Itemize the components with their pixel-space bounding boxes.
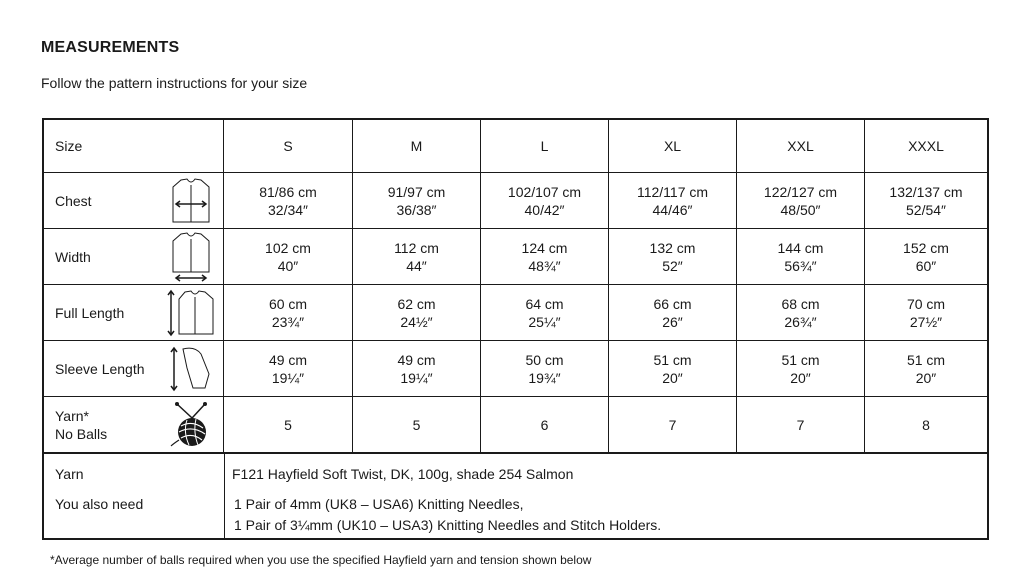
also-need-label: You also need	[55, 496, 144, 512]
yarn-balls-label: Yarn* No Balls	[44, 397, 224, 452]
full-length-m: 62 cm 24½″	[353, 285, 481, 340]
yarn-value: F121 Hayfield Soft Twist, DK, 100g, shade 254 Salmon	[232, 466, 574, 482]
balls-xxxl: 8	[922, 416, 930, 433]
size-xxxl: XXXL	[908, 138, 944, 154]
balls-s: 5	[224, 397, 353, 452]
sleeve-length-xxl: 51 cm 20″	[737, 341, 865, 396]
page-title: MEASUREMENTS	[41, 39, 180, 56]
width-label: Width	[44, 229, 224, 284]
sleeve-length-s: 49 cm 19¼″	[224, 341, 353, 396]
chest-xxl: 122/127 cm 48/50″	[737, 173, 865, 228]
sleeve-length-icon	[165, 344, 217, 394]
width-s: 102 cm 40″	[224, 229, 353, 284]
cardigan-chest-icon	[165, 176, 217, 226]
sleeve-length-label: Sleeve Length	[44, 341, 224, 396]
cardigan-width-icon	[165, 232, 217, 282]
footnote: *Average number of balls required when you use the specified Hayfield yarn and tension shown below	[50, 553, 592, 567]
size-l: L	[481, 120, 609, 172]
page-subtitle: Follow the pattern instructions for your size	[41, 75, 308, 91]
balls-m: 5	[353, 397, 481, 452]
width-xl: 132 cm 52″	[609, 229, 737, 284]
measurements-table	[42, 118, 989, 540]
size-xxl: XXL	[737, 120, 865, 172]
chest-label: Chest	[44, 173, 224, 228]
balls-l: 6	[481, 397, 609, 452]
needles-line-2: 1 Pair of 3¼mm (UK10 – USA3) Knitting Needles and Stitch Holders.	[234, 517, 662, 533]
sleeve-length-row	[44, 341, 987, 397]
width-row	[44, 229, 987, 285]
needles-line-1: 1 Pair of 4mm (UK8 – USA6) Knitting Needles,	[234, 496, 524, 512]
chest-s: 81/86 cm 32/34″	[224, 173, 353, 228]
chest-xl: 112/117 cm 44/46″	[609, 173, 737, 228]
width-xxxl: 152 cm 60″	[903, 239, 949, 274]
size-xl: XL	[609, 120, 737, 172]
materials-section	[44, 454, 987, 540]
yarn-balls-row	[44, 397, 987, 454]
chest-l: 102/107 cm 40/42″	[481, 173, 609, 228]
materials-divider	[224, 454, 225, 540]
width-m: 112 cm 44″	[353, 229, 481, 284]
full-length-xl: 66 cm 26″	[609, 285, 737, 340]
size-label: Size	[44, 120, 224, 172]
balls-xl: 7	[609, 397, 737, 452]
size-s: S	[224, 120, 353, 172]
full-length-s: 60 cm 23¾″	[224, 285, 353, 340]
full-length-xxl: 68 cm 26¾″	[737, 285, 865, 340]
full-length-l: 64 cm 25¼″	[481, 285, 609, 340]
chest-row	[44, 173, 987, 229]
full-length-xxxl: 70 cm 27½″	[906, 295, 946, 330]
chest-m: 91/97 cm 36/38″	[353, 173, 481, 228]
yarn-ball-icon	[165, 400, 217, 450]
size-m: M	[353, 120, 481, 172]
balls-xxl: 7	[737, 397, 865, 452]
full-length-row	[44, 285, 987, 341]
cardigan-length-icon	[165, 288, 217, 338]
sleeve-length-l: 50 cm 19¾″	[481, 341, 609, 396]
size-header-row	[44, 120, 987, 173]
chest-xxxl: 132/137 cm 52/54″	[889, 183, 963, 218]
yarn-label: Yarn	[55, 466, 84, 482]
sleeve-length-m: 49 cm 19¼″	[353, 341, 481, 396]
sleeve-length-xxxl: 51 cm 20″	[906, 351, 946, 386]
width-xxl: 144 cm 56¾″	[737, 229, 865, 284]
sleeve-length-xl: 51 cm 20″	[609, 341, 737, 396]
full-length-label: Full Length	[44, 285, 224, 340]
width-l: 124 cm 48¾″	[481, 229, 609, 284]
